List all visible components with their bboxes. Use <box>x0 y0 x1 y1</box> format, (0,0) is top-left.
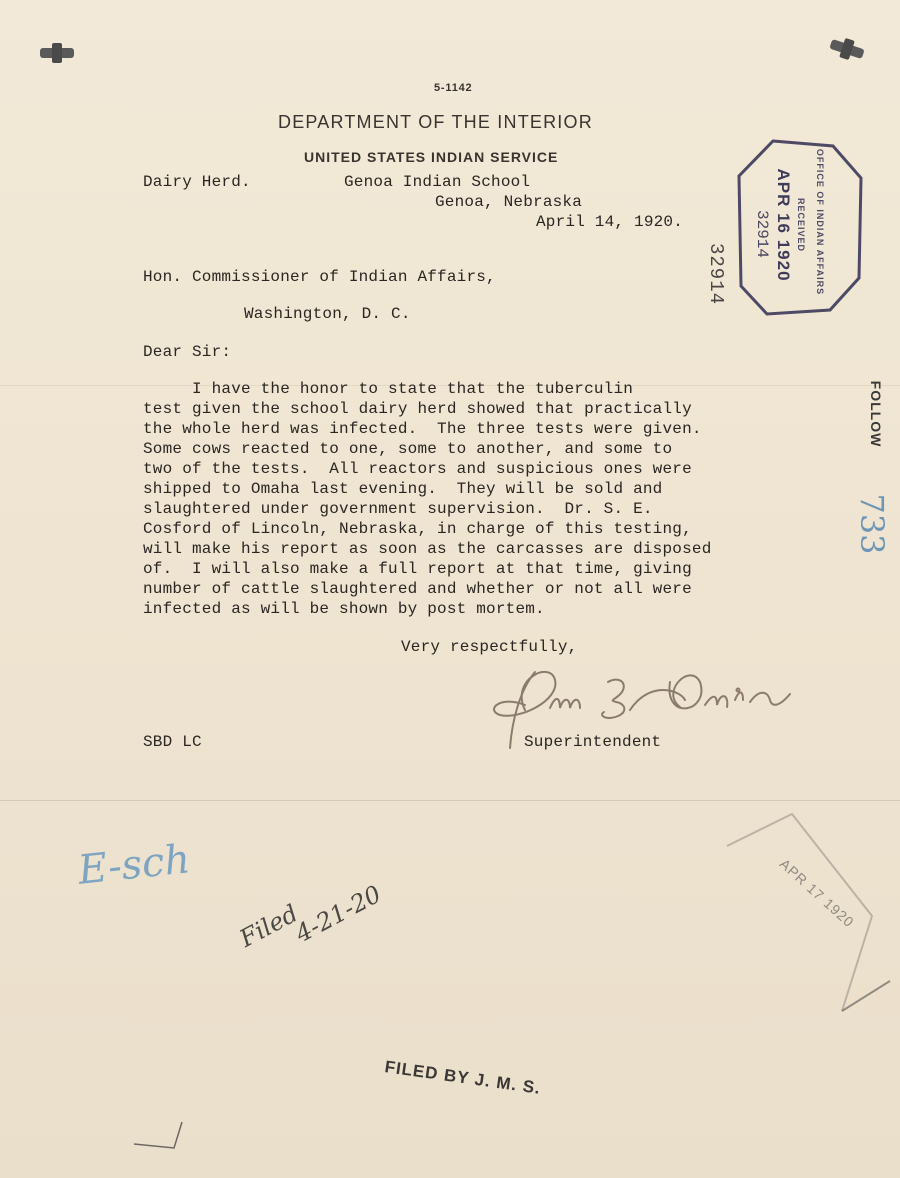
body-line: two of the tests. All reactors and suspicious ones were <box>143 460 692 478</box>
school-name: Genoa Indian School <box>344 173 531 191</box>
body-line: number of cattle slaughtered and whether or not all were <box>143 580 692 598</box>
addressee-title: Hon. Commissioner of Indian Affairs, <box>143 268 496 286</box>
body-line: Cosford of Lincoln, Nebraska, in charge of this testing, <box>143 520 692 538</box>
body-line: Some cows reacted to one, some to another, and some to <box>143 440 673 458</box>
body-line: I have the honor to state that the tuberculin <box>143 380 634 398</box>
form-number: 5-1142 <box>434 82 473 94</box>
typist-initials: SBD LC <box>143 733 202 751</box>
faint-stamp <box>722 806 892 1016</box>
body-line: shipped to Omaha last evening. They will be sold and <box>143 480 663 498</box>
body-line: of. I will also make a full report at that time, giving <box>143 560 692 578</box>
body-line: infected as will be shown by post mortem. <box>143 600 545 618</box>
department-heading: DEPARTMENT OF THE INTERIOR <box>278 112 593 132</box>
pencil-mark <box>130 1118 190 1158</box>
filed-by-stamp: FILED BY J. M. S. <box>383 1057 543 1098</box>
body-line: slaughtered under government supervision. Dr. S. E. <box>143 500 653 518</box>
stamp-number: 32914 <box>753 209 771 259</box>
file-number: 32914 <box>705 242 727 306</box>
fold-line <box>0 800 900 801</box>
salutation: Dear Sir: <box>143 343 232 361</box>
addressee-city: Washington, D. C. <box>244 305 411 323</box>
closing: Very respectfully, <box>401 638 578 656</box>
school-location: Genoa, Nebraska <box>435 193 583 211</box>
paper-fastener <box>40 48 74 58</box>
filed-note: Filed <box>235 899 303 953</box>
stamp-status: RECEIVED <box>796 197 806 253</box>
faint-stamp-date: APR 17 1920 <box>776 855 858 931</box>
filed-date: 4-21-20 <box>290 879 386 949</box>
body-line: the whole herd was infected. The three tests were given. <box>143 420 702 438</box>
body-line: will make his report as soon as the carcasses are disposed <box>143 540 712 558</box>
service-heading: UNITED STATES INDIAN SERVICE <box>304 149 559 165</box>
signer-title: Superintendent <box>524 733 662 751</box>
margin-number: 733 <box>853 493 891 555</box>
subject-line: Dairy Herd. <box>143 173 251 191</box>
stamp-date: APR 16 1920 <box>774 168 793 282</box>
letter-date: April 14, 1920. <box>536 213 684 231</box>
stamp-office: OFFICE OF INDIAN AFFAIRS <box>815 148 825 296</box>
follow-stamp: FOLLOW <box>868 380 884 448</box>
initials-note: E-sch <box>75 836 193 894</box>
body-line: test given the school dairy herd showed that practically <box>143 400 692 418</box>
